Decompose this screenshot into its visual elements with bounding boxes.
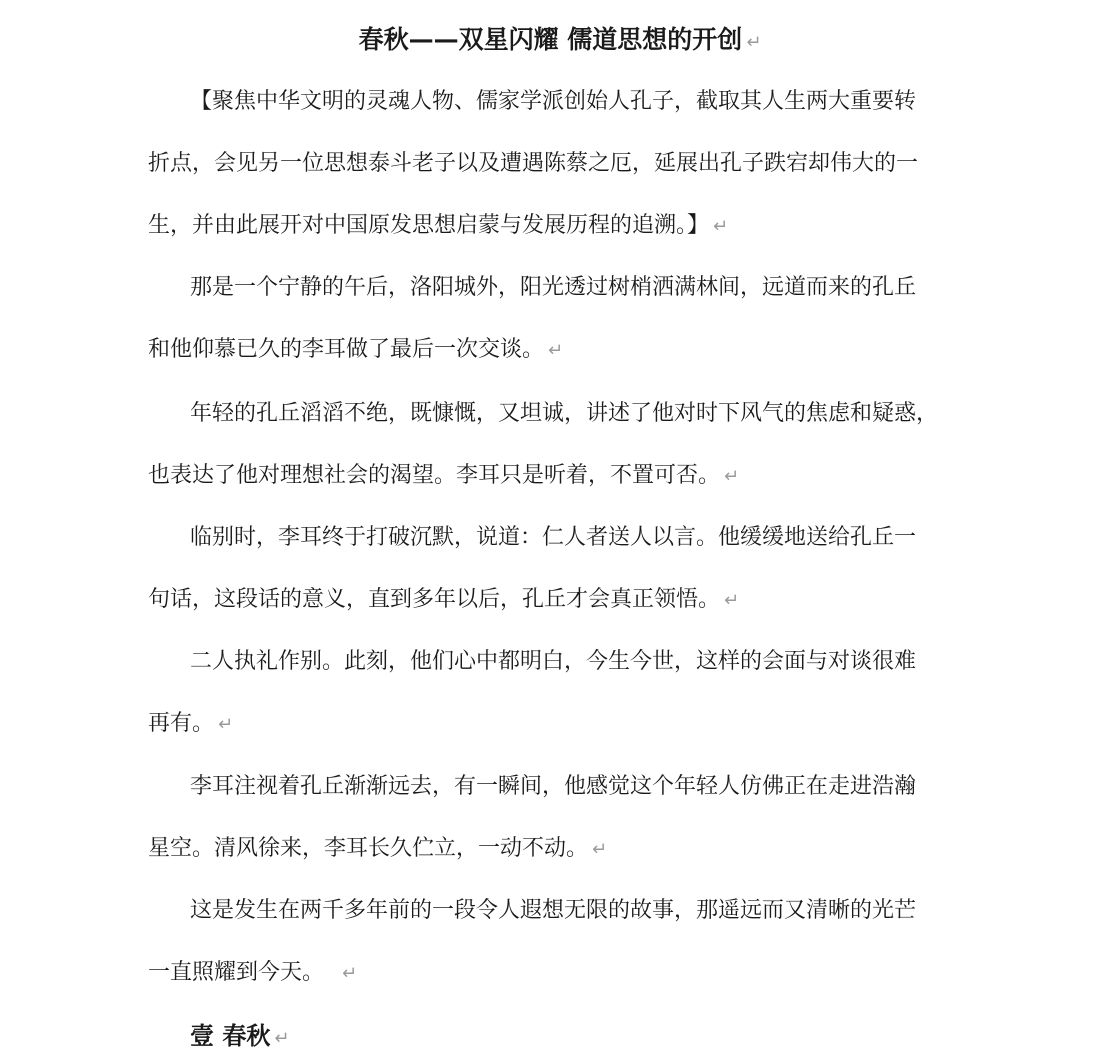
paragraph-line: 折点，会见另一位思想泰斗老子以及遭遇陈蔡之厄，延展出孔子跌宕却伟大的一	[148, 151, 919, 176]
section-heading: 壹 春秋 ↵	[190, 1022, 290, 1050]
paragraph-mark: ↵	[218, 714, 234, 735]
paragraph-line: 和他仰慕已久的李耳做了最后一次交谈。 ↵	[148, 337, 564, 362]
paragraph-mark: ↵	[274, 1028, 290, 1049]
paragraph-mark: ↵	[342, 963, 358, 984]
title-text: 春秋——双星闪耀 儒道思想的开创	[358, 25, 743, 54]
paragraph-mark: ↵	[746, 32, 762, 53]
paragraph-line: 那是一个宁静的午后，洛阳城外，阳光透过树梢洒满林间，远道而来的孔丘	[190, 275, 917, 300]
paragraph-line: 【聚焦中华文明的灵魂人物、儒家学派创始人孔子，截取其人生两大重要转	[190, 89, 917, 114]
paragraph-mark: ↵	[713, 216, 729, 237]
paragraph-line: 句话，这段话的意义，直到多年以后，孔丘才会真正领悟。 ↵	[148, 587, 740, 612]
paragraph-line: 李耳注视着孔丘渐渐远去，有一瞬间，他感觉这个年轻人仿佛正在走进浩瀚	[190, 774, 917, 799]
paragraph-line: 星空。清风徐来，李耳长久伫立，一动不动。 ↵	[148, 836, 608, 861]
paragraph-line: 年轻的孔丘滔滔不绝，既慷慨，又坦诚，讲述了他对时下风气的焦虑和疑惑，	[190, 401, 939, 426]
paragraph-line: 二人执礼作别。此刻，他们心中都明白，今生今世，这样的会面与对谈很难	[190, 649, 917, 674]
paragraph-line: 这是发生在两千多年前的一段令人遐想无限的故事，那遥远而又清晰的光芒	[190, 898, 917, 923]
paragraph-line: 也表达了他对理想社会的渴望。李耳只是听着，不置可否。 ↵	[148, 463, 740, 488]
paragraph-line: 临别时，李耳终于打破沉默，说道：仁人者送人以言。他缓缓地送给孔丘一	[190, 525, 917, 550]
paragraph-mark: ↵	[548, 340, 564, 361]
paragraph-line: 生，并由此展开对中国原发思想启蒙与发展历程的追溯。】 ↵	[148, 213, 729, 238]
paragraph-mark: ↵	[724, 590, 740, 611]
paragraph-mark: ↵	[724, 466, 740, 487]
page-title	[0, 20, 1120, 60]
paragraph-line: 再有。 ↵	[148, 711, 234, 736]
paragraph-line: 一直照耀到今天。 ↵	[148, 960, 358, 985]
paragraph-mark: ↵	[592, 839, 608, 860]
